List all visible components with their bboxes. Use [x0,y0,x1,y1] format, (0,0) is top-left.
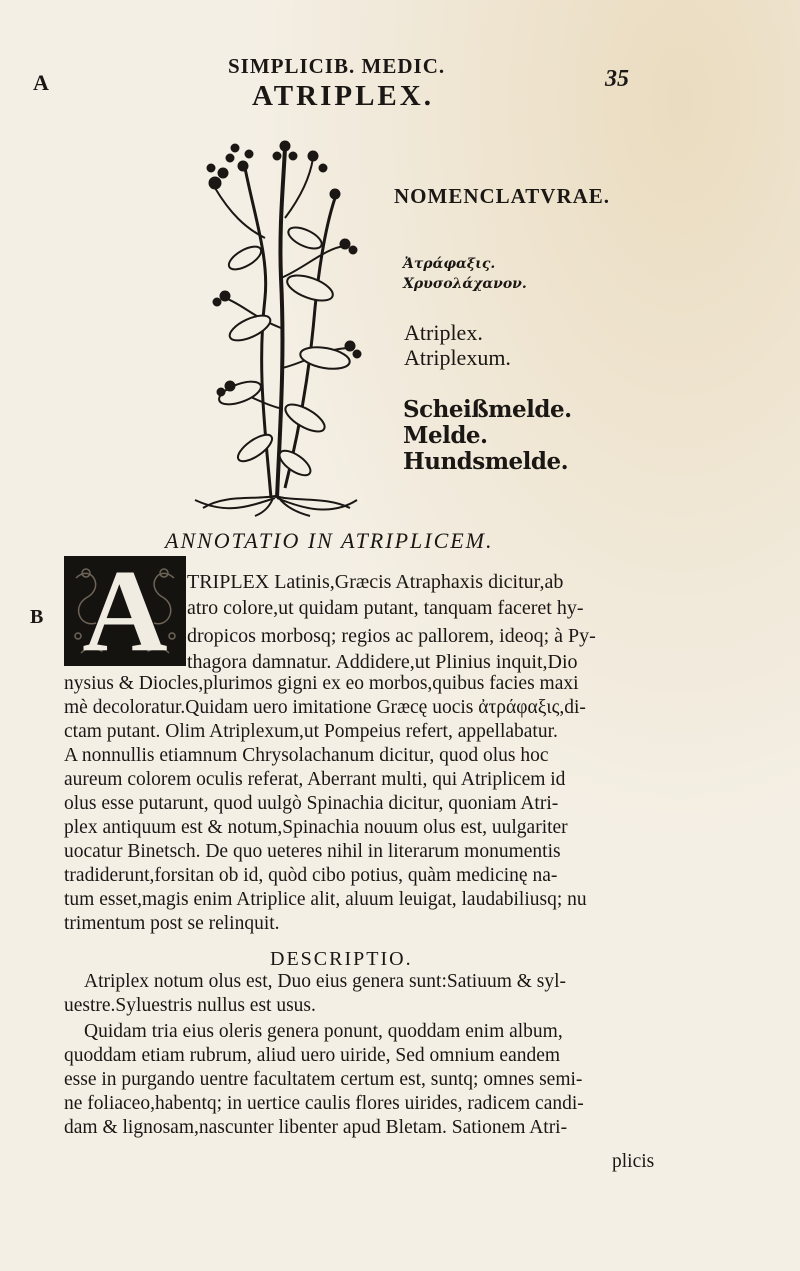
decorated-initial [64,545,186,676]
german-name-3: Hundsmelde. [403,448,569,475]
annotation-line-9: aureum colorem oculis referat, Aberrant multi, qui Atriplicem id [64,769,566,790]
german-name-1: Scheißmelde. [403,396,572,423]
descriptio-line-7: dam & lignosam,nascunter libenter apud Bletam. Sationem Atri- [64,1117,568,1138]
margin-letter-a: A [33,70,49,95]
german-name-2: Melde. [403,422,488,449]
latin-name-2: Atriplexum. [404,345,511,370]
running-head: SIMPLICIB. MEDIC. [228,54,446,78]
descriptio-line-1: Atriplex notum olus est, Duo eius genera sunt:Satiuum & syl- [84,971,567,992]
margin-letter-b: B [30,606,44,628]
annotation-line-5: nysius & Diocles,plurimos gigni ex eo morbos,quibus facies maxi [64,673,579,694]
descriptio-line-5: esse in purgando uentre facultatem certum est, suntq; omnes semi- [64,1069,583,1090]
latin-name-1: Atriplex. [404,320,483,345]
descriptio-heading: DESCRIPTIO. [270,948,413,970]
annotation-line-13: tradiderunt,forsitan ob id, quòd cibo potius, quàm medicinę na- [64,865,558,886]
annotation-line-8: A nonnullis etiamnum Chrysolachanum dicitur, quod olus hoc [64,745,549,766]
greek-name-1: Ἀτράφαξις. [403,256,496,272]
annotation-line-2: atro colore,ut quidam putant, tanquam faceret hy- [187,597,584,619]
annotation-line-3: dropicos morbosq; regios ac pallorem, ideoq; à Py- [187,625,596,647]
atriplex-woodcut-illustration [185,128,365,518]
page-title: ATRIPLEX. [252,80,434,112]
greek-name-2: Χρυσολάχανον. [403,276,527,292]
page-number: 35 [605,66,629,92]
nomenclature-heading: NOMENCLATVRAE. [394,184,611,208]
annotation-heading: ANNOTATIO IN ATRIPLICEM. [165,528,494,553]
descriptio-line-2: uestre.Syluestris nullus est usus. [64,995,316,1016]
annotation-line-14: tum esset,magis enim Atriplice alit, aluum leuigat, laudabiliusq; nu [64,889,587,910]
descriptio-line-6: ne foliaceo,habentq; in uertice caulis flores uirides, radicem candi- [64,1093,584,1114]
annotation-line-1: TRIPLEX Latinis,Græcis Atraphaxis dicitur,ab [187,571,564,593]
annotation-line-15: trimentum post se relinquit. [64,913,280,934]
catchword: plicis [612,1151,655,1172]
annotation-line-6: mè decoloratur.Quidam uero imitatione Græcę uocis ἀτράφαξις,di- [64,697,586,718]
annotation-line-7: ctam putant. Olim Atriplexum,ut Pompeius refert, appellabatur. [64,721,558,742]
annotation-line-11: plex antiquum est & notum,Spinachia nouum olus est, uulgariter [64,817,568,838]
initial-letter: A [82,545,168,676]
annotation-line-4: thagora damnatur. Addidere,ut Plinius inquit,Dio [187,651,578,673]
descriptio-line-3: Quidam tria eius oleris genera ponunt, quoddam enim album, [84,1021,563,1042]
descriptio-line-4: quoddam etiam rubrum, aliud uero uiride, Sed omnium eandem [64,1045,561,1066]
annotation-line-12: uocatur Binetsch. De quo ueteres nihil in literarum monumentis [64,841,561,862]
annotation-line-10: olus esse putarunt, quod uulgò Spinachia dicitur, quoniam Atri- [64,793,559,814]
